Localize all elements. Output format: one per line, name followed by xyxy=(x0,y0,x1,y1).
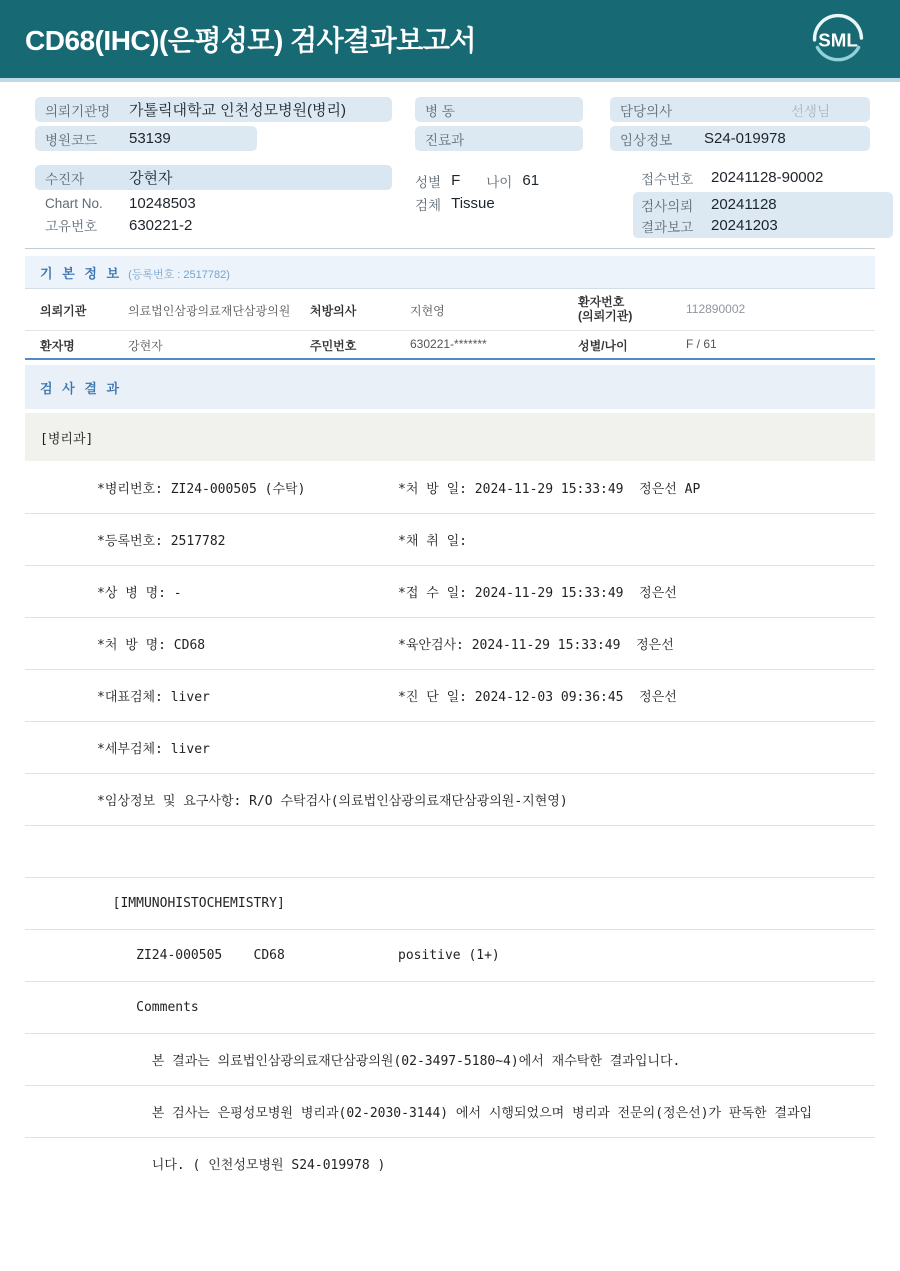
cell-label: 성별/나이 xyxy=(578,339,628,353)
patient-form-top xyxy=(35,97,875,151)
section-title: 검 사 결 과 xyxy=(40,380,123,396)
cell-value: F / 61 xyxy=(686,337,717,351)
result-right: *접 수 일: 2024-11-29 15:33:49 정은선 xyxy=(398,586,677,601)
basic-info-row xyxy=(25,289,875,330)
field-label: 수진자 xyxy=(45,171,85,187)
field-specimen xyxy=(415,192,633,215)
field-clinic-dept xyxy=(415,126,583,151)
field-label: 결과보고 xyxy=(641,219,694,235)
field-report-date xyxy=(633,215,893,236)
result-left: *등록번호: 2517782 xyxy=(97,534,226,549)
basic-info-section xyxy=(25,256,875,360)
cell-value: 630221-******* xyxy=(410,337,487,351)
header-accent-line xyxy=(0,78,900,82)
field-value: 630221-2 xyxy=(129,216,193,234)
cell-label-line2: (의뢰기관) xyxy=(578,308,633,323)
department-label: [병리과] xyxy=(40,431,94,447)
result-left: *병리번호: ZI24-000505 (수탁) xyxy=(97,481,306,497)
result-row-ihc xyxy=(25,929,875,981)
department-row xyxy=(25,413,875,461)
field-sex-age xyxy=(415,169,633,192)
result-row xyxy=(25,721,875,773)
field-value: Tissue xyxy=(451,195,495,212)
result-right: *처 방 일: 2024-11-29 15:33:49 정은선 AP xyxy=(398,481,701,497)
field-label: 검체 xyxy=(415,197,442,213)
field-label: Chart No. xyxy=(45,195,103,211)
report-header xyxy=(0,0,900,78)
divider-line xyxy=(25,248,875,249)
field-label: 병 동 xyxy=(425,103,455,119)
cell-value: 강현자 xyxy=(128,339,163,353)
cell-value: 의료법인삼광의료재단삼광의원 xyxy=(128,304,291,318)
field-placeholder: 선생님 xyxy=(790,103,830,119)
basic-info-row xyxy=(25,330,875,358)
result-left: [IMMUNOHISTOCHEMISTRY] xyxy=(97,896,285,911)
field-unique-no xyxy=(35,214,392,236)
results-section-header xyxy=(25,365,875,409)
result-row xyxy=(25,773,875,825)
result-left: *세부검체: liver xyxy=(97,742,210,757)
result-row xyxy=(25,565,875,617)
field-value: F xyxy=(451,172,461,189)
field-label: 고유번호 xyxy=(45,219,98,234)
field-value: 20241128-90002 xyxy=(711,169,824,186)
result-left: *상 병 명: - xyxy=(97,586,182,601)
result-left: *대표검체: liver xyxy=(97,690,210,705)
result-row xyxy=(25,513,875,565)
field-value: S24-019978 xyxy=(704,130,786,147)
field-label: 임상정보 xyxy=(620,132,673,148)
field-label: 검사의뢰 xyxy=(641,198,694,214)
field-value: 20241203 xyxy=(711,217,778,234)
field-label: 나이 xyxy=(486,174,513,190)
field-label: 병원코드 xyxy=(45,132,98,148)
field-dates-box xyxy=(633,192,893,238)
result-row-empty xyxy=(25,825,875,877)
field-label: 담당의사 xyxy=(620,103,673,119)
field-patient-name xyxy=(35,165,392,190)
result-row xyxy=(25,669,875,721)
cell-label: 주민번호 xyxy=(310,339,357,353)
cell-value: 지현영 xyxy=(410,304,445,318)
cell-value: 112890002 xyxy=(686,302,746,316)
result-row xyxy=(25,1085,875,1137)
field-attending-doctor xyxy=(610,97,870,122)
result-left: 본 검사는 은평성모병원 병리과(02-2030-3144) 에서 시행되었으며 병리과 전문의(정은선)가 판독한 결과입 xyxy=(97,1106,813,1121)
result-row xyxy=(25,877,875,929)
result-row-comments xyxy=(25,981,875,1033)
field-label: 의뢰기관명 xyxy=(45,103,111,119)
basic-info-header xyxy=(25,256,875,289)
cell-label: 환자명 xyxy=(40,339,75,353)
field-clinical-info xyxy=(610,126,870,151)
result-row xyxy=(25,461,875,513)
field-label: 성별 xyxy=(415,174,442,190)
result-right: *육안검사: 2024-11-29 15:33:49 정은선 xyxy=(398,638,674,653)
section-title: 기 본 정 보 xyxy=(40,266,123,281)
result-row xyxy=(25,617,875,669)
field-label: 접수번호 xyxy=(641,171,694,187)
field-hospital-code xyxy=(35,126,257,151)
registration-no: (등록번호 : 2517782) xyxy=(128,269,230,281)
field-chart-no xyxy=(35,192,392,214)
result-right: positive (1+) xyxy=(398,948,500,963)
result-left: Comments xyxy=(97,1000,199,1015)
result-left: 본 결과는 의료법인삼광의료재단삼광의원(02-3497-5180~4)에서 재수탁한 결과입니다. xyxy=(97,1054,681,1069)
patient-form-detail xyxy=(35,165,875,238)
page-title: CD68(IHC)(은평성모) 검사결과보고서 xyxy=(25,25,476,56)
field-request-date xyxy=(633,194,893,215)
field-label: 진료과 xyxy=(425,132,465,148)
result-rows xyxy=(25,461,875,1189)
field-value: 61 xyxy=(522,172,540,189)
field-ordering-org xyxy=(35,97,392,122)
result-row xyxy=(25,1137,875,1189)
field-value: 20241128 xyxy=(711,196,777,213)
result-right: *채 취 일: xyxy=(398,534,467,549)
field-value: 가톨릭대학교 인천성모병원(병리) xyxy=(129,102,347,119)
result-left: 니다. ( 인천성모병원 S24-019978 ) xyxy=(97,1158,386,1173)
field-receipt-no xyxy=(633,165,893,190)
result-right: *진 단 일: 2024-12-03 09:36:45 정은선 xyxy=(398,690,677,705)
field-value: 강현자 xyxy=(129,170,173,187)
result-left: ZI24-000505 CD68 xyxy=(97,948,285,963)
result-left: *처 방 명: CD68 xyxy=(97,638,206,653)
result-row xyxy=(25,1033,875,1085)
field-value: 53139 xyxy=(129,130,171,147)
cell-label: 처방의사 xyxy=(310,304,357,318)
cell-label: 의뢰기관 xyxy=(40,304,87,318)
cell-label-line1: 환자번호 xyxy=(578,295,625,309)
field-ward xyxy=(415,97,583,122)
result-left: *임상정보 및 요구사항: R/O 수탁검사(의료법인삼광의료재단삼광의원-지현영) xyxy=(97,794,568,809)
cell-label xyxy=(578,296,632,324)
sml-logo-text: SML xyxy=(818,29,858,51)
field-value: 10248503 xyxy=(129,194,196,212)
sml-logo-icon xyxy=(808,9,868,69)
